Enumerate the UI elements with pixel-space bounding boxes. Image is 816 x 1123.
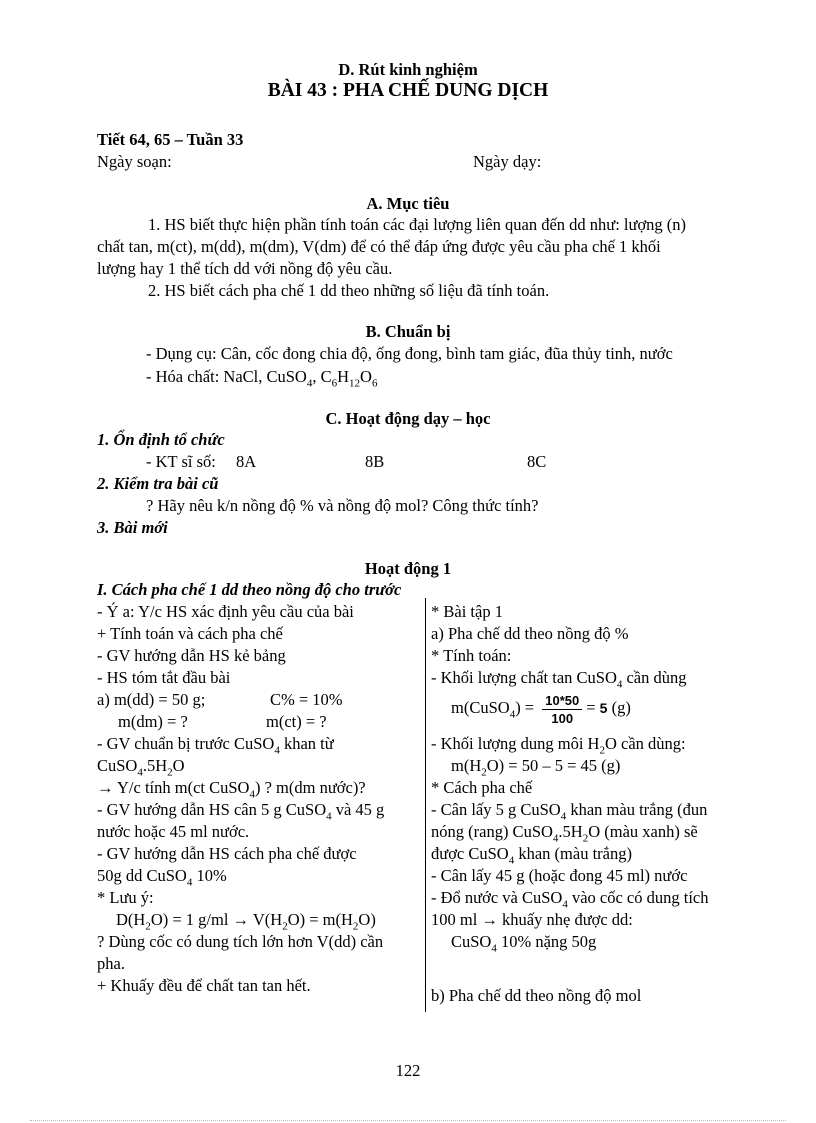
- activity-title: Hoạt động 1: [364, 559, 452, 578]
- right-line: - Cân lấy 45 g (hoặc đong 45 ml) nước: [431, 866, 688, 885]
- right-line: được CuSO$_4$ khan (màu trắng): [431, 844, 632, 867]
- section-c-title: C. Hoạt động dạy – học: [325, 409, 491, 428]
- prepared-date-label: Ngày soạn:: [97, 152, 172, 171]
- right-line: - Khối lượng chất tan CuSO$_4$ cần dùng: [431, 668, 687, 691]
- tools-list: - Dụng cụ: Cân, cốc đong chia độ, ống đong, bình tam giác, đũa thủy tinh, nước: [146, 344, 673, 363]
- left-line: ? Dùng cốc có dung tích lớn hơn V(dd) cần: [97, 932, 384, 951]
- left-line: - GV chuẩn bị trước CuSO$_4$ khan từ: [97, 734, 334, 757]
- class-8a: 8A: [236, 452, 257, 471]
- class-8c: 8C: [527, 452, 547, 471]
- left-line: nước hoặc 45 ml nước.: [97, 822, 250, 841]
- left-line: $CuSO_4.5H_2O$: [97, 756, 185, 779]
- left-line: a) m(dd) = 50 g;: [97, 690, 206, 709]
- left-line: 50g dd CuSO$_4$ 10%: [97, 866, 227, 889]
- new-lesson-heading: 3. Bài mới: [97, 518, 168, 537]
- page-number: 122: [395, 1061, 421, 1080]
- objective-2: 2. HS biết cách pha chế 1 dd theo những số liệu đã tính toán.: [148, 281, 550, 300]
- left-line: m(dm) = ?: [118, 712, 188, 731]
- review-question: ? Hãy nêu k/n nồng độ % và nồng độ mol? Công thức tính?: [146, 496, 539, 515]
- column-divider: [425, 598, 426, 1012]
- attendance-label: - KT sĩ số:: [146, 452, 216, 471]
- left-line: - GV hướng dẫn HS cách pha chế được: [97, 844, 357, 863]
- left-line: - GV hướng dẫn HS kẻ bảng: [97, 646, 286, 665]
- right-line: * Cách pha chế: [431, 778, 533, 797]
- organization-heading: 1. Ổn định tổ chức: [97, 430, 225, 449]
- right-line: a) Pha chế dd theo nồng độ %: [431, 624, 629, 643]
- right-line: * Bài tập 1: [431, 602, 503, 621]
- objective-1-line-2: chất tan, m(ct), m(dd), m(dm), V(dm) để có thể đáp ứng được yêu cầu pha chế 1 khối: [97, 237, 661, 256]
- right-line: - Cân lấy 5 g CuSO$_4$ khan màu trắng (đun: [431, 800, 708, 823]
- left-line: - GV hướng dẫn HS cân 5 g CuSO$_4$ và 45 g: [97, 800, 385, 823]
- mass-formula: m(CuSO$_4$) = $\frac{10*50}{100}$ = 5 (g): [451, 692, 631, 726]
- activity-section-heading: I. Cách pha chế 1 dd theo nồng độ cho trước: [97, 580, 402, 599]
- left-line: → Y/c tính m(ct CuSO$_4$) ? m(dm nước)?: [97, 778, 366, 801]
- right-line: b) Pha chế dd theo nồng độ mol: [431, 986, 642, 1005]
- objective-1-line-3: lượng hay 1 thể tích dd với nồng độ yêu cầu.: [97, 259, 393, 278]
- left-line: $D(H_2O) = 1$ $g/ml \to V(H_2O) = m(H_2O)$: [116, 910, 376, 933]
- taught-date-label: Ngày dạy:: [473, 152, 542, 171]
- left-line: + Khuấy đều để chất tan tan hết.: [97, 976, 311, 995]
- period-info: Tiết 64, 65 – Tuần 33: [97, 130, 244, 149]
- chemicals-list: - Hóa chất: NaCl, CuSO$_4$, $C_6H_{12}O_6$: [146, 367, 378, 390]
- section-b-title: B. Chuẩn bị: [365, 322, 451, 341]
- right-line: * Tính toán:: [431, 646, 512, 665]
- right-line: - Đổ nước và CuSO$_4$ vào cốc có dung tích: [431, 888, 709, 911]
- left-line: pha.: [97, 954, 125, 973]
- fraction: $\frac{10*50}{100}$: [542, 692, 582, 727]
- section-a-title: A. Mục tiêu: [366, 194, 450, 213]
- right-line: 100 ml → khuấy nhẹ được dd:: [431, 910, 633, 929]
- right-line: - Khối lượng dung môi $H_2O$ cần dùng:: [431, 734, 686, 757]
- lesson-title: BÀI 43 : PHA CHẾ DUNG DỊCH: [267, 80, 549, 101]
- left-line: - HS tóm tắt đầu bài: [97, 668, 231, 687]
- left-line: * Lưu ý:: [97, 888, 154, 907]
- left-line: m(ct) = ?: [266, 712, 327, 731]
- page-bottom-divider: [30, 1120, 786, 1121]
- class-8b: 8B: [365, 452, 385, 471]
- left-line: C% = 10%: [270, 690, 343, 709]
- objective-1-line-1: 1. HS biết thực hiện phần tính toán các đại lượng liên quan đến dd như: lượng (n): [148, 215, 687, 234]
- review-heading: 2. Kiểm tra bài cũ: [97, 474, 219, 493]
- right-line: nóng (rang) $CuSO_4.5H_2O$ (màu xanh) sẽ: [431, 822, 698, 845]
- left-line: - Ý a: Y/c HS xác định yêu cầu của bài: [97, 602, 354, 621]
- right-line: $m(H_2O) = 50 - 5 = 45$ (g): [451, 756, 621, 779]
- experience-heading: D. Rút kinh nghiệm: [338, 60, 478, 79]
- left-line: + Tính toán và cách pha chế: [97, 624, 283, 643]
- right-line: CuSO$_4$ 10% nặng 50g: [451, 932, 597, 955]
